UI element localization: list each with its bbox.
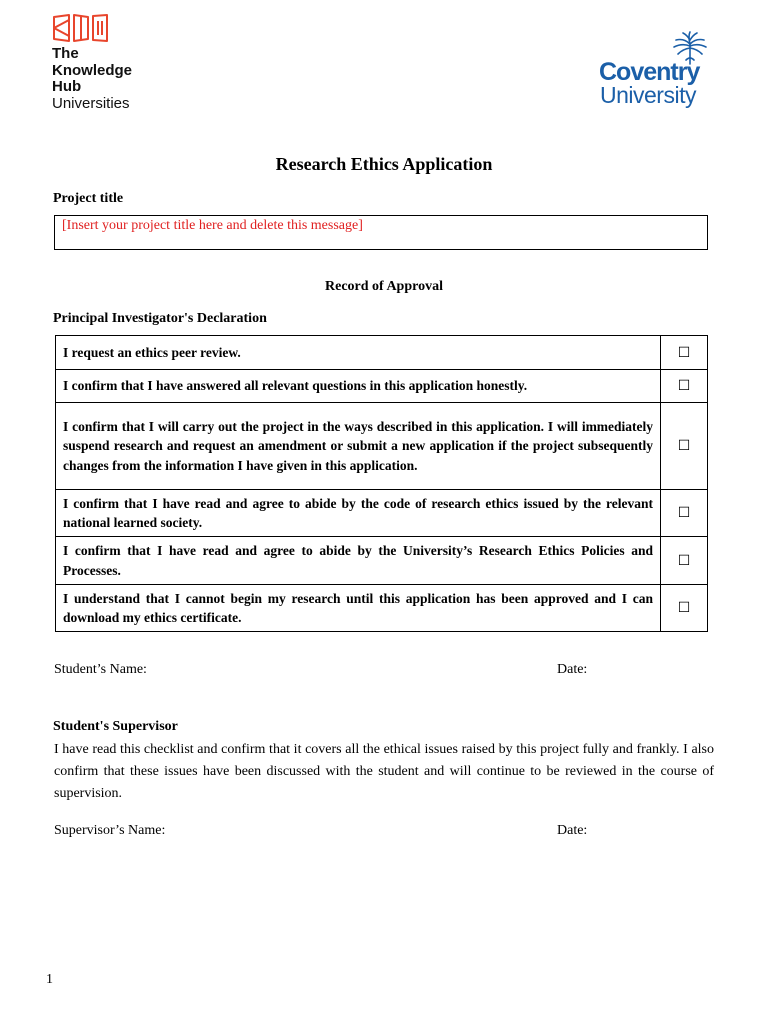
declaration-row [56, 537, 708, 585]
pi-declaration-heading: Principal Investigator's Declaration [53, 311, 267, 326]
declaration-table [55, 335, 708, 632]
declaration-row [56, 490, 708, 537]
declaration-checkbox[interactable]: ☐ [661, 336, 708, 370]
supervisor-heading: Student's Supervisor [53, 719, 178, 734]
supervisor-date-label: Date: [557, 823, 588, 838]
project-title-field[interactable] [54, 215, 708, 250]
declaration-row [56, 403, 708, 490]
declaration-checkbox[interactable]: ☐ [661, 585, 708, 632]
knowledge-hub-mark-icon [52, 13, 110, 43]
knowledge-hub-wordmark [52, 46, 132, 112]
supervisor-statement: I have read this checklist and confirm that it covers all the ethical issues raised by this project fully and frankly. I also confirm that these issues have been discussed with the student and will continue to be reviewed in the course of supervision. [54, 742, 714, 801]
kh-line-4: Universities [52, 94, 130, 112]
declaration-text: I confirm that I have read and agree to abide by the University’s Research Ethics Policies and Processes. [56, 537, 661, 585]
coventry-university-logo [596, 30, 714, 108]
university-wordmark: University [600, 82, 696, 108]
declaration-text: I confirm that I have answered all relevant questions in this application honestly. [56, 370, 661, 403]
supervisor-name-label: Supervisor’s Name: [54, 823, 166, 838]
kh-line-2: Knowledge [52, 61, 133, 79]
declaration-row [56, 336, 708, 370]
declaration-checkbox[interactable]: ☐ [661, 403, 708, 490]
declaration-checkbox[interactable]: ☐ [661, 370, 708, 403]
page-number: 1 [46, 972, 53, 987]
project-title-placeholder: [Insert your project title here and delete this message] [62, 218, 363, 233]
declaration-text: I confirm that I have read and agree to abide by the code of research ethics issued by the relevant national learned society. [56, 490, 661, 537]
declaration-text: I request an ethics peer review. [56, 336, 661, 370]
declaration-text: I understand that I cannot begin my research until this application has been approved and I can download my ethics certificate. [56, 585, 661, 632]
coventry-wordmark: Coventry [599, 58, 700, 86]
declaration-checkbox[interactable]: ☐ [661, 490, 708, 537]
kh-line-1: The [52, 45, 79, 62]
declaration-row [56, 585, 708, 632]
declaration-text: I confirm that I will carry out the project in the ways described in this application. I will immediately suspend research and request an amendment or submit a new application if the project subsequently changes from the information I have given in this application. [56, 403, 661, 490]
declaration-row [56, 370, 708, 403]
declaration-checkbox[interactable]: ☐ [661, 537, 708, 585]
project-title-label: Project title [53, 191, 124, 206]
record-of-approval-heading: Record of Approval [325, 279, 443, 294]
student-date-label: Date: [557, 662, 588, 677]
kh-line-3: Hub [52, 78, 82, 95]
student-name-label: Student’s Name: [54, 662, 147, 677]
page-title: Research Ethics Application [275, 154, 493, 174]
